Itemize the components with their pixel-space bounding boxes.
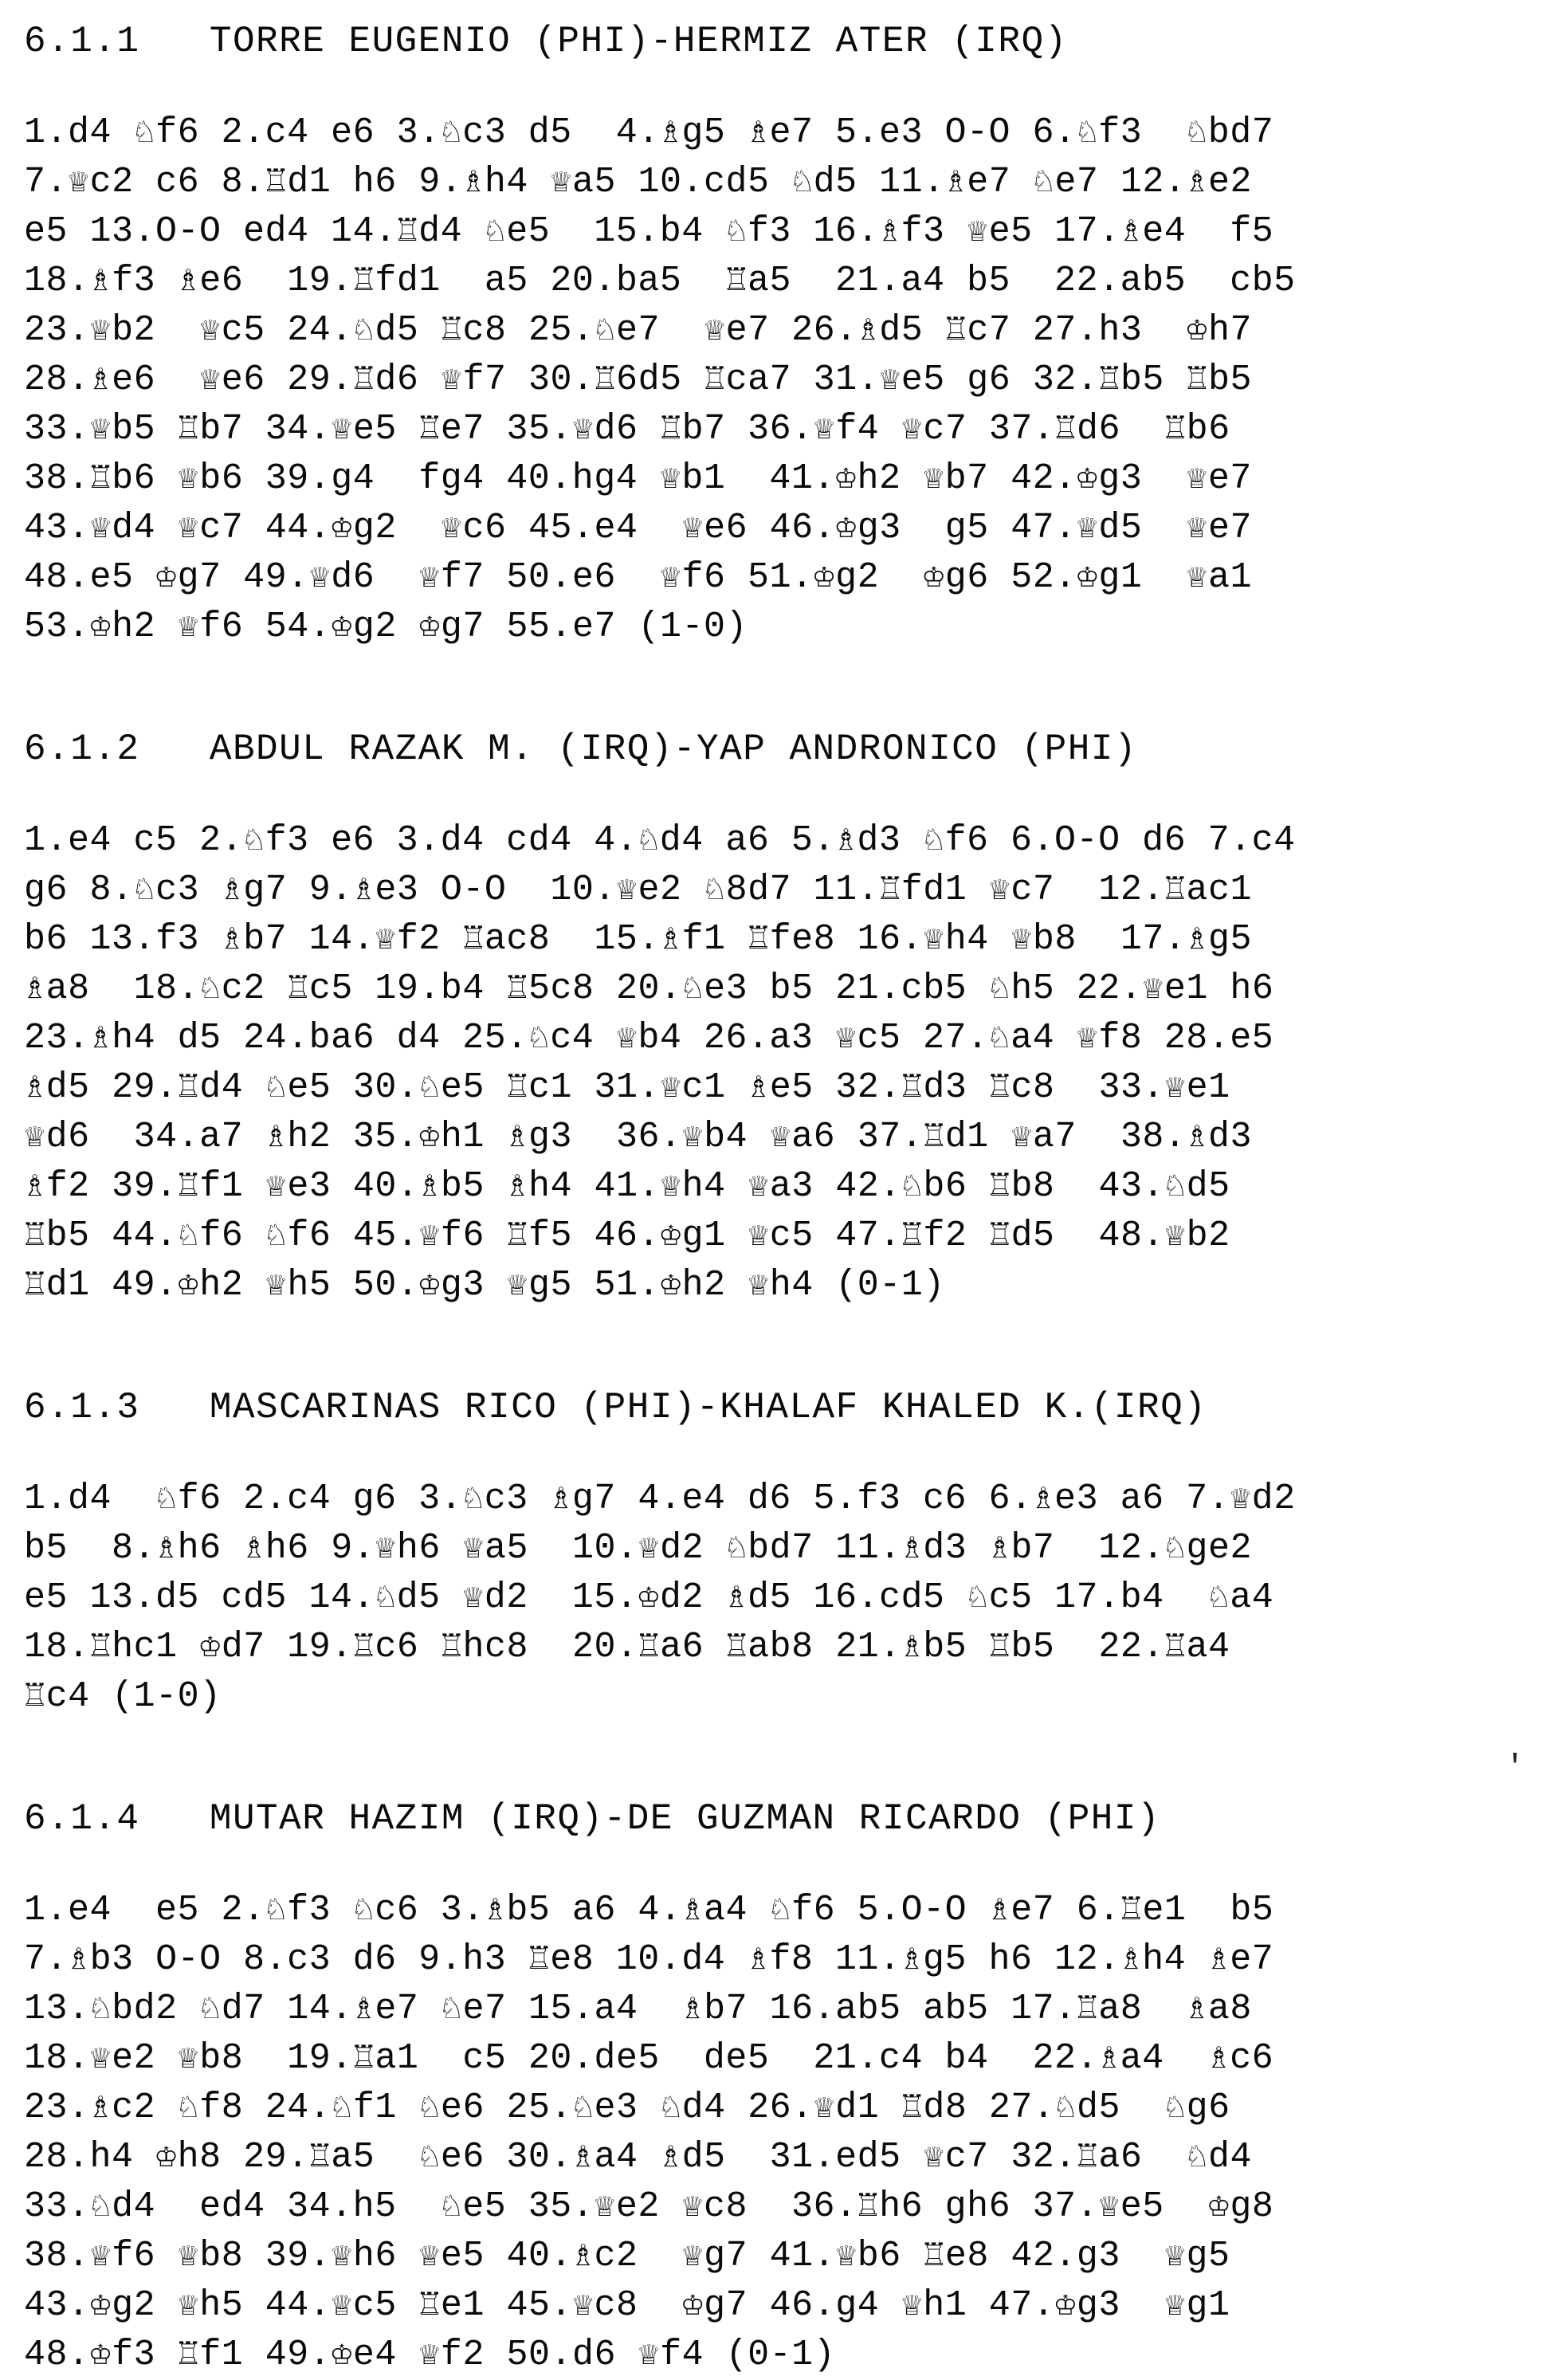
move-line: 38.♖b6 ♕b6 39.g4 fg4 40.hg4 ♕b1 41.♔h2 ♕b7 42.♔g3 ♕e7 [24,458,1252,499]
move-line: g6 8.♘c3 ♗g7 9.♗e3 O-O 10.♕e2 ♘8d7 11.♖fd1 ♕c7 12.♖ac1 [24,870,1252,910]
move-line: ♗f2 39.♖f1 ♕e3 40.♗b5 ♗h4 41.♕h4 ♕a3 42.♘b6 ♖b8 43.♘d5 [24,1166,1230,1207]
move-line: 43.♕d4 ♕c7 44.♔g2 ♕c6 45.e4 ♕e6 46.♔g3 g5 47.♕d5 ♕e7 [24,508,1252,548]
move-line: e5 13.d5 cd5 14.♘d5 ♕d2 15.♔d2 ♗d5 16.cd5 ♘c5 17.b4 ♘a4 [24,1577,1274,1618]
move-line: 18.♖hc1 ♔d7 19.♖c6 ♖hc8 20.♖a6 ♖ab8 21.♗b5 ♖b5 22.♖a4 [24,1627,1230,1667]
move-line: 38.♕f6 ♕b8 39.♕h6 ♕e5 40.♗c2 ♕g7 41.♕b6 ♖e8 42.g3 ♕g5 [24,2236,1230,2276]
move-line: 23.♗c2 ♘f8 24.♘f1 ♘e6 25.♘e3 ♘d4 26.♕d1 ♖d8 27.♘d5 ♘g6 [24,2087,1230,2128]
stray-ink-mark: ' [1505,1750,1525,1786]
move-line: 33.♘d4 ed4 34.h5 ♘e5 35.♕e2 ♕c8 36.♖h6 gh6 37.♕e5 ♔g8 [24,2186,1274,2227]
move-line: ♗a8 18.♘c2 ♖c5 19.b4 ♖5c8 20.♘e3 b5 21.cb5 ♘h5 22.♕e1 h6 [24,968,1274,1009]
move-line: 33.♕b5 ♖b7 34.♕e5 ♖e7 35.♕d6 ♖b7 36.♕f4 ♕c7 37.♖d6 ♖b6 [24,409,1230,450]
move-line: ♖d1 49.♔h2 ♕h5 50.♔g3 ♕g5 51.♔h2 ♕h4 (0-1) [24,1265,945,1306]
game-section-611 [24,21,1550,652]
move-line: 1.e4 c5 2.♘f3 e6 3.d4 cd4 4.♘d4 a6 5.♗d3 ♘f6 6.O-O d6 7.c4 [24,820,1296,861]
move-line: ♖b5 44.♘f6 ♘f6 45.♕f6 ♖f5 46.♔g1 ♕c5 47.♖f2 ♖d5 48.♕b2 [24,1216,1230,1256]
move-line: 18.♕e2 ♕b8 19.♖a1 c5 20.de5 de5 21.c4 b4 22.♗a4 ♗c6 [24,2038,1274,2079]
move-line: ♖c4 (1-0) [24,1676,222,1717]
game-title: 6.1.4 MUTAR HAZIM (IRQ)-DE GUZMAN RICARDO (PHI) [24,1798,1161,1840]
move-line: b6 13.f3 ♗b7 14.♕f2 ♖ac8 15.♗f1 ♖fe8 16.♕h4 ♕b8 17.♗g5 [24,919,1252,960]
move-line: 1.d4 ♘f6 2.c4 g6 3.♘c3 ♗g7 4.e4 d6 5.f3 c6 6.♗e3 a6 7.♕d2 [24,1479,1296,1519]
move-line: 1.e4 e5 2.♘f3 ♘c6 3.♗b5 a6 4.♗a4 ♘f6 5.O-O ♗e7 6.♖e1 b5 [24,1890,1274,1930]
move-line: 48.e5 ♔g7 49.♕d6 ♕f7 50.e6 ♕f6 51.♔g2 ♔g6 52.♔g1 ♕a1 [24,557,1252,598]
game-title: 6.1.1 TORRE EUGENIO (PHI)-HERMIZ ATER (IRQ) [24,21,1068,62]
move-line: 13.♘bd2 ♘d7 14.♗e7 ♘e7 15.a4 ♗b7 16.ab5 ab5 17.♖a8 ♗a8 [24,1989,1252,2029]
move-line: b5 8.♗h6 ♗h6 9.♕h6 ♕a5 10.♕d2 ♘bd7 11.♗d3 ♗b7 12.♘ge2 [24,1528,1253,1569]
game-section-613 [24,1387,1550,1722]
move-line: 23.♗h4 d5 24.ba6 d4 25.♘c4 ♕b4 26.a3 ♕c5 27.♘a4 ♕f8 28.e5 [24,1018,1274,1058]
move-line: e5 13.O-O ed4 14.♖d4 ♘e5 15.b4 ♘f3 16.♗f3 ♕e5 17.♗e4 f5 [24,211,1274,252]
move-line: ♗d5 29.♖d4 ♘e5 30.♘e5 ♖c1 31.♕c1 ♗e5 32.♖d3 ♖c8 33.♕e1 [24,1067,1230,1108]
game-moves [24,1475,1550,1722]
move-line: 1.d4 ♘f6 2.c4 e6 3.♘c3 d5 4.♗g5 ♗e7 5.e3 O-O 6.♘f3 ♘bd7 [24,112,1274,153]
game-section-612 [24,729,1550,1310]
move-line: 28.♗e6 ♕e6 29.♖d6 ♕f7 30.♖6d5 ♖ca7 31.♕e5 g6 32.♖b5 ♖b5 [24,359,1253,400]
move-line: 23.♕b2 ♕c5 24.♘d5 ♖c8 25.♘e7 ♕e7 26.♗d5 ♖c7 27.h3 ♔h7 [24,310,1253,351]
game-title: 6.1.3 MASCARINAS RICO (PHI)-KHALAF KHALED K.(IRQ) [24,1387,1207,1428]
game-section-614 [24,1798,1550,2380]
move-line: 48.♔f3 ♖f1 49.♔e4 ♕f2 50.d6 ♕f4 (0-1) [24,2335,836,2375]
move-line: ♕d6 34.a7 ♗h2 35.♔h1 ♗g3 36.♕b4 ♕a6 37.♖d1 ♕a7 38.♗d3 [24,1117,1253,1157]
move-line: 7.♕c2 c6 8.♖d1 h6 9.♗h4 ♕a5 10.cd5 ♘d5 11.♗e7 ♘e7 12.♗e2 [24,162,1252,202]
move-line: 18.♗f3 ♗e6 19.♖fd1 a5 20.ba5 ♖a5 21.a4 b5 22.ab5 cb5 [24,261,1296,301]
move-line: 53.♔h2 ♕f6 54.♔g2 ♔g7 55.e7 (1-0) [24,607,748,647]
move-line: 28.h4 ♔h8 29.♖a5 ♘e6 30.♗a4 ♗d5 31.ed5 ♕c7 32.♖a6 ♘d4 [24,2137,1252,2178]
game-moves [24,108,1550,652]
game-moves [24,1886,1550,2380]
move-line: 7.♗b3 O-O 8.c3 d6 9.h3 ♖e8 10.d4 ♗f8 11.♗g5 h6 12.♗h4 ♗e7 [24,1939,1274,1980]
game-moves [24,816,1550,1310]
move-line: 43.♔g2 ♕h5 44.♕c5 ♖e1 45.♕c8 ♔g7 46.g4 ♕h1 47.♔g3 ♕g1 [24,2285,1230,2326]
game-title: 6.1.2 ABDUL RAZAK M. (IRQ)-YAP ANDRONICO (PHI) [24,729,1138,770]
